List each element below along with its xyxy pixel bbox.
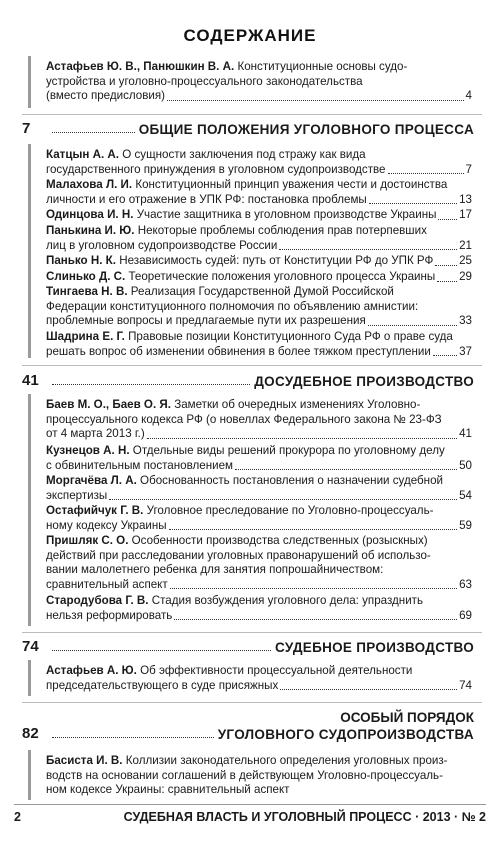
entry-title-line: Стадия возбуждения уголовного дела: упразднить: [151, 594, 424, 607]
page-number: 2: [14, 810, 21, 824]
section-page: 82: [22, 725, 39, 742]
leader-dots: [147, 438, 457, 439]
toc-entry[interactable]: [46, 148, 472, 177]
entry-title-last: сравнительный аспект: [46, 577, 168, 591]
entry-title-last: лиц в уголовном судопроизводстве России: [46, 238, 278, 252]
footer-rule: [14, 804, 486, 805]
toc-entry[interactable]: [46, 664, 472, 693]
entry-page: 37: [459, 344, 472, 358]
page-footer: [14, 810, 486, 824]
leader-dots: [279, 249, 457, 250]
entry-author: Катцын А. А.: [46, 148, 120, 161]
entry-title-last: Независимость судей: путь от Конституции РФ до УПК РФ: [119, 254, 434, 267]
leader-dots: [438, 219, 457, 220]
entry-title-last: личности и его отражение в УПК РФ: постановка проблемы: [46, 192, 367, 206]
leader-dots: [52, 650, 271, 651]
leader-dots: [368, 325, 457, 326]
leader-dots: [435, 265, 457, 266]
entry-title-last: Теоретические положения уголовного процесса Украины: [128, 270, 436, 283]
entry-title-line: водств на основании соглашений в действующем Уголовно-процессуаль-: [46, 768, 443, 782]
entry-author: Астафьев Ю. В., Панюшкин В. А.: [46, 60, 235, 73]
page-title: СОДЕРЖАНИЕ: [183, 26, 317, 45]
entry-author: Панькина И. Ю.: [46, 224, 135, 237]
toc-entry[interactable]: [46, 754, 472, 798]
section-rail: [28, 394, 31, 626]
entry-page: 21: [459, 238, 472, 252]
entry-title-line: вании малолетнего ребенка для занятия попрошайничеством:: [46, 563, 384, 577]
entry-title-last: председательствующего в суде присяжных: [46, 678, 279, 692]
entry-title-line: Заметки об очередных изменениях Уголовно-: [174, 398, 421, 411]
entry-page: 63: [459, 577, 472, 591]
entry-author: Шадрина Е. Г.: [46, 330, 125, 343]
leader-dots: [235, 469, 457, 470]
entry-author: Тингаева Н. В.: [46, 285, 128, 298]
toc-entry-intro[interactable]: [46, 60, 472, 104]
entry-title-last: решать вопрос об изменении обвинения в более тяжком преступлении: [46, 344, 431, 358]
leader-dots: [169, 529, 457, 530]
entry-author: Слинько Д. С.: [46, 270, 126, 283]
entry-title-last: ному кодексу Украины: [46, 518, 167, 532]
entry-page: 17: [459, 208, 472, 221]
entry-title-last: проблемные вопросы и предлагаемые пути их разрешения: [46, 314, 366, 328]
entry-page: 54: [459, 488, 472, 502]
entry-title-last: с обвинительным постановлением: [46, 458, 233, 472]
leader-dots: [437, 281, 457, 282]
entry-page: 4: [465, 89, 472, 103]
section-divider: [22, 632, 482, 633]
section-name-line1: ОСОБЫЙ ПОРЯДОК: [340, 710, 474, 725]
entry-author: Кузнецов А. Н.: [46, 444, 130, 457]
entry-author: Панько Н. К.: [46, 254, 116, 267]
section-name: ДОСУДЕБНОЕ ПРОИЗВОДСТВО: [254, 374, 474, 389]
toc-entry[interactable]: [46, 474, 472, 503]
leader-dots: [109, 499, 457, 500]
entry-title-line: Правовые позиции Конституционного Суда РФ о праве суда: [128, 330, 453, 343]
entry-title-last: экспертизы: [46, 488, 108, 502]
leader-dots: [369, 203, 457, 204]
entry-title-last: (вместо предисловия): [46, 89, 166, 103]
toc-entry[interactable]: [46, 208, 472, 223]
entry-title-line: О сущности заключения под стражу как вида: [122, 148, 366, 161]
section-page: 74: [22, 638, 39, 655]
section-divider: [22, 114, 482, 115]
section-heading-court[interactable]: [22, 638, 474, 655]
entry-author: Одинцова И. Н.: [46, 208, 134, 221]
section-rail: [28, 660, 31, 696]
entry-author: Моргачёва Л. А.: [46, 474, 137, 487]
section-name-line2: УГОЛОВНОГО СУДОПРОИЗВОДСТВА: [217, 727, 474, 742]
entry-author: Пришляк С. О.: [46, 534, 129, 547]
entry-page: 59: [459, 518, 472, 532]
section-heading-general[interactable]: [22, 120, 474, 137]
toc-entry[interactable]: [46, 224, 472, 253]
entry-page: 29: [459, 270, 472, 283]
entry-page: 7: [465, 162, 472, 176]
section-name: СУДЕБНОЕ ПРОИЗВОДСТВО: [274, 640, 474, 655]
entry-title-line: Реализация Государственной Думой Российской: [130, 285, 394, 298]
section-divider: [22, 365, 482, 366]
section-page: 41: [22, 372, 39, 389]
entry-page: 41: [459, 427, 472, 441]
entry-author: Астафьев А. Ю.: [46, 664, 137, 677]
intro-rail: [28, 56, 31, 108]
entry-title-line: ном кодексе Украины: сравнительный аспект: [46, 783, 290, 797]
entry-title-line: действий при расследовании уголовных правонарушений об использо-: [46, 548, 431, 562]
toc-entry[interactable]: [46, 285, 472, 329]
toc-entry[interactable]: [46, 504, 472, 533]
entry-title-line: Конституционный принцип уважения чести и достоинства: [135, 178, 448, 191]
toc-entry[interactable]: [46, 254, 472, 269]
entry-page: 13: [459, 192, 472, 206]
entry-author: Баев М. О., Баев О. Я.: [46, 398, 171, 411]
entry-page: 74: [459, 678, 472, 692]
entry-title-line: Особенности производства следственных (розыскных): [131, 534, 428, 547]
entry-author: Малахова Л. И.: [46, 178, 133, 191]
section-rail: [28, 750, 31, 800]
entry-page: 25: [459, 254, 472, 267]
section-heading-special[interactable]: [22, 710, 474, 742]
section-page: 7: [22, 120, 31, 137]
entry-author: Стародубова Г. В.: [46, 594, 149, 607]
leader-dots: [433, 355, 457, 356]
leader-dots: [388, 173, 464, 174]
toc-entry[interactable]: [46, 398, 472, 442]
leader-dots: [52, 737, 214, 738]
entry-title-line: устройства и уголовно-процессуального законодательства: [46, 74, 363, 88]
toc-entry[interactable]: [46, 270, 472, 285]
toc-entry[interactable]: [46, 534, 472, 592]
leader-dots: [52, 132, 135, 133]
section-name: ОБЩИЕ ПОЛОЖЕНИЯ УГОЛОВНОГО ПРОЦЕССА: [138, 122, 474, 137]
toc-entry[interactable]: [46, 178, 472, 207]
toc-entry[interactable]: [46, 444, 472, 473]
journal-title: СУДЕБНАЯ ВЛАСТЬ И УГОЛОВНЫЙ ПРОЦЕСС · 2013 · № 2: [123, 810, 486, 824]
entry-title-line: Конституционные основы судо-: [237, 60, 408, 73]
section-divider: [22, 702, 482, 703]
entry-title-line: Обоснованность постановления о назначении судебной: [140, 474, 444, 487]
entry-page: 69: [459, 608, 472, 622]
entry-title-line: Коллизии законодательного определения уголовных произ-: [125, 754, 448, 767]
entry-title-line: Отдельные виды решений прокурора по уголовному делу: [132, 444, 445, 457]
leader-dots: [170, 588, 457, 589]
entry-page: 33: [459, 314, 472, 328]
toc-entry[interactable]: [46, 594, 472, 623]
entry-author: Басиста И. В.: [46, 754, 123, 767]
entry-page: 50: [459, 458, 472, 472]
leader-dots: [280, 689, 457, 690]
entry-title-last: государственного принуждения в уголовном судопроизводстве: [46, 162, 386, 176]
entry-title-line: Уголовное преследование по Уголовно-процессуаль-: [146, 504, 434, 517]
section-rail: [28, 144, 31, 358]
entry-author: Остафийчук Г. В.: [46, 504, 144, 517]
leader-dots: [167, 100, 464, 101]
leader-dots: [52, 384, 250, 385]
entry-title-line: Федерации конституционного полномочия по объявлению амнистии:: [46, 299, 419, 313]
entry-title-line: Некоторые проблемы соблюдения прав потерпевших: [137, 224, 427, 237]
entry-title-last: нельзя реформировать: [46, 608, 173, 622]
entry-title-last: Участие защитника в уголовном производстве Украины: [136, 208, 437, 221]
section-heading-pretrial[interactable]: [22, 372, 474, 389]
leader-dots: [174, 619, 457, 620]
entry-title-line: процессуального кодекса РФ (о новеллах Федерального закона № 23-ФЗ: [46, 412, 442, 426]
toc-entry[interactable]: [46, 330, 472, 359]
entry-title-last: от 4 марта 2013 г.): [46, 427, 145, 441]
entry-title-line: Об эффективности процессуальной деятельности: [140, 664, 413, 677]
